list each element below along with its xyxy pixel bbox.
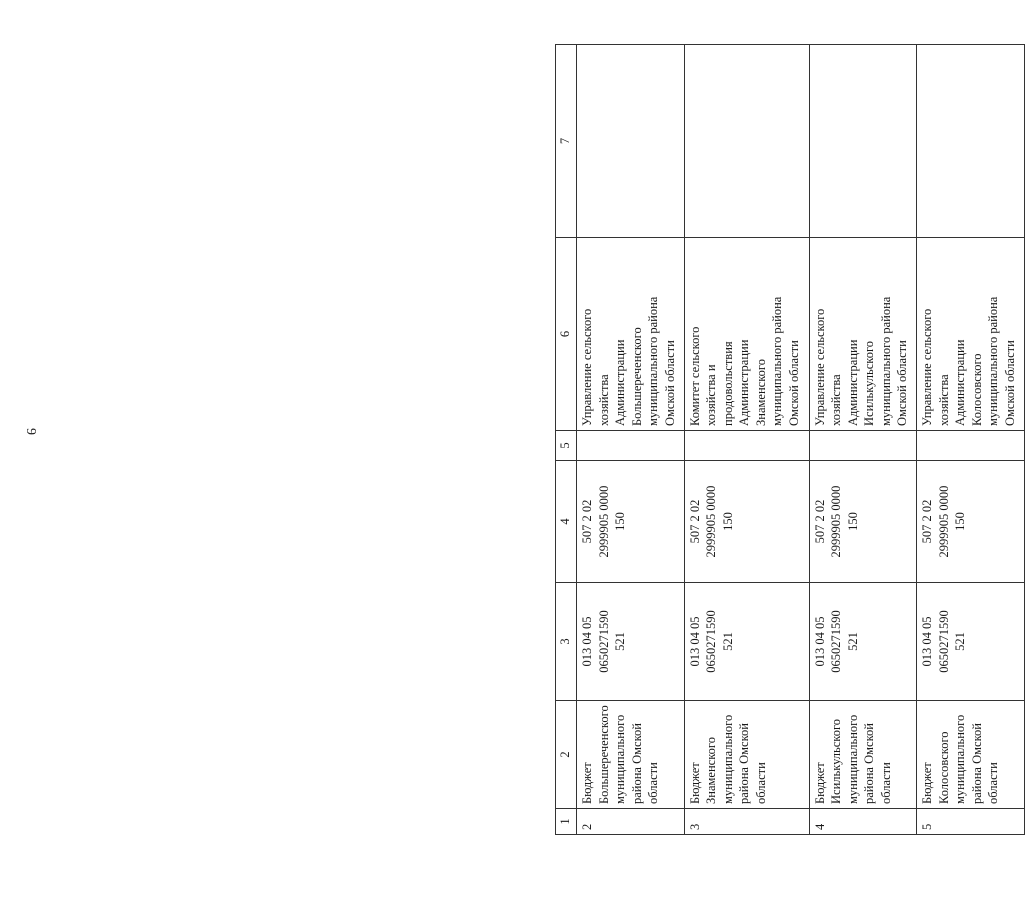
- expense-code-line: 013 04 05: [580, 616, 594, 667]
- administrator-line: муниципального района: [646, 296, 660, 426]
- revenue-code-line: 2999905 0000: [704, 485, 719, 558]
- administrator-line: Администрации: [845, 339, 860, 426]
- header-col-4: 4: [556, 461, 577, 583]
- administrator-line: Управление сельского: [812, 308, 827, 426]
- budget-name-cell: [684, 701, 809, 809]
- column-7-cell: [809, 45, 917, 238]
- budget-name-line: муниципального: [720, 714, 735, 804]
- revenue-code-line: 507 2 02: [687, 499, 702, 544]
- budget-name-line: области: [986, 762, 1001, 804]
- page-number: 9: [23, 428, 38, 435]
- table-row: [809, 45, 917, 835]
- table-row: [684, 45, 809, 835]
- budget-name-line: Бюджет: [687, 762, 702, 804]
- header-row: [556, 45, 577, 835]
- administrator-line: Комитет сельского: [687, 326, 702, 426]
- administrator-line: хозяйства: [829, 374, 844, 426]
- administrator-cell: [917, 238, 1025, 431]
- revenue-code-line: 507 2 02: [580, 499, 594, 544]
- budget-name-line: Колосовского: [936, 731, 951, 804]
- budget-name-line: Бюджет: [580, 762, 594, 804]
- administrator-line: продовольствия: [720, 341, 735, 426]
- administrator-line: Знаменского: [753, 359, 768, 426]
- administrator-line: Омской области: [786, 340, 801, 426]
- expense-code-cell: [917, 583, 1025, 701]
- expense-code-line: 521: [953, 632, 968, 651]
- administrator-line: Колосовского: [969, 353, 984, 426]
- expense-code-line: 0650271590: [829, 610, 844, 673]
- administrator-line: Администрации: [953, 339, 968, 426]
- administrator-line: Омской области: [1002, 340, 1017, 426]
- row-number-cell: 2: [577, 809, 685, 835]
- administrator-line: Исилькульского: [862, 340, 877, 426]
- row-number-cell: 4: [809, 809, 917, 835]
- administrator-line: Омской области: [895, 340, 910, 426]
- budget-name-line: муниципального: [845, 714, 860, 804]
- budget-name-line: области: [878, 762, 893, 804]
- revenue-code-line: 507 2 02: [920, 499, 935, 544]
- budget-name-cell: [809, 701, 917, 809]
- administrator-line: хозяйства: [596, 374, 611, 426]
- column-5-cell: [577, 431, 685, 461]
- column-5-cell: [809, 431, 917, 461]
- budget-name-line: района Омской: [969, 723, 984, 804]
- revenue-code-line: 2999905 0000: [829, 485, 844, 558]
- administrator-line: муниципального района: [878, 296, 893, 426]
- administrator-line: муниципального района: [986, 296, 1001, 426]
- revenue-code-line: 150: [845, 512, 860, 531]
- column-7-cell: [684, 45, 809, 238]
- expense-code-line: 013 04 05: [687, 616, 702, 667]
- column-5-cell: [684, 431, 809, 461]
- budget-name-line: Бюджет: [920, 762, 935, 804]
- administrator-line: Администрации: [613, 339, 627, 426]
- revenue-code-cell: [917, 461, 1025, 583]
- administrator-line: Управление сельского: [920, 308, 935, 426]
- administrator-line: Управление сельского: [580, 308, 594, 426]
- administrator-line: Администрации: [737, 339, 752, 426]
- expense-code-cell: [684, 583, 809, 701]
- rotated-table-wrapper: [555, 45, 1025, 835]
- column-7-cell: [917, 45, 1025, 238]
- header-col-5: 5: [556, 431, 577, 461]
- revenue-code-line: 2999905 0000: [596, 485, 611, 558]
- expense-code-line: 521: [720, 632, 735, 651]
- budget-name-cell: [917, 701, 1025, 809]
- budget-name-line: области: [646, 762, 660, 804]
- expense-code-cell: [809, 583, 917, 701]
- revenue-code-line: 150: [720, 512, 735, 531]
- expense-code-line: 013 04 05: [812, 616, 827, 667]
- revenue-code-cell: [577, 461, 685, 583]
- budget-name-line: района Омской: [629, 723, 644, 804]
- revenue-code-cell: [684, 461, 809, 583]
- column-5-cell: [917, 431, 1025, 461]
- expense-code-cell: [577, 583, 685, 701]
- administrator-cell: [684, 238, 809, 431]
- budget-name-line: района Омской: [862, 723, 877, 804]
- header-col-1: 1: [556, 809, 577, 835]
- column-7-cell: [577, 45, 685, 238]
- administrator-line: хозяйства: [936, 374, 951, 426]
- administrator-line: муниципального района: [770, 296, 785, 426]
- table-row: [577, 45, 685, 835]
- budget-name-line: района Омской: [737, 723, 752, 804]
- header-col-2: 2: [556, 701, 577, 809]
- header-col-7: 7: [556, 45, 577, 238]
- revenue-code-line: 150: [953, 512, 968, 531]
- expense-code-line: 0650271590: [596, 610, 611, 673]
- table-row: [917, 45, 1025, 835]
- administrator-line: хозяйства и: [704, 364, 719, 426]
- expense-code-line: 521: [845, 632, 860, 651]
- header-col-3: 3: [556, 583, 577, 701]
- budget-name-line: области: [753, 762, 768, 804]
- table-body: [577, 45, 1025, 835]
- revenue-code-cell: [809, 461, 917, 583]
- header-col-6: 6: [556, 238, 577, 431]
- administrator-cell: [809, 238, 917, 431]
- revenue-code-line: 2999905 0000: [936, 485, 951, 558]
- budget-name-line: Исилькульского: [829, 718, 844, 804]
- revenue-code-line: 507 2 02: [812, 499, 827, 544]
- budget-name-line: муниципального: [953, 714, 968, 804]
- expense-code-line: 0650271590: [704, 610, 719, 673]
- budget-name-line: Большереченского: [596, 705, 611, 804]
- budget-name-line: Знаменского: [704, 737, 719, 804]
- administrator-line: Омской области: [662, 340, 677, 426]
- row-number-cell: 3: [684, 809, 809, 835]
- expense-code-line: 0650271590: [936, 610, 951, 673]
- expense-code-line: 521: [613, 632, 627, 651]
- administrator-line: Большереченского: [629, 327, 644, 426]
- row-number-cell: 5: [917, 809, 1025, 835]
- administrator-cell: [577, 238, 685, 431]
- budget-name-line: муниципального: [613, 714, 627, 804]
- budget-name-line: Бюджет: [812, 762, 827, 804]
- revenue-code-line: 150: [613, 512, 627, 531]
- budget-table: [555, 44, 1025, 835]
- expense-code-line: 013 04 05: [920, 616, 935, 667]
- budget-name-cell: [577, 701, 685, 809]
